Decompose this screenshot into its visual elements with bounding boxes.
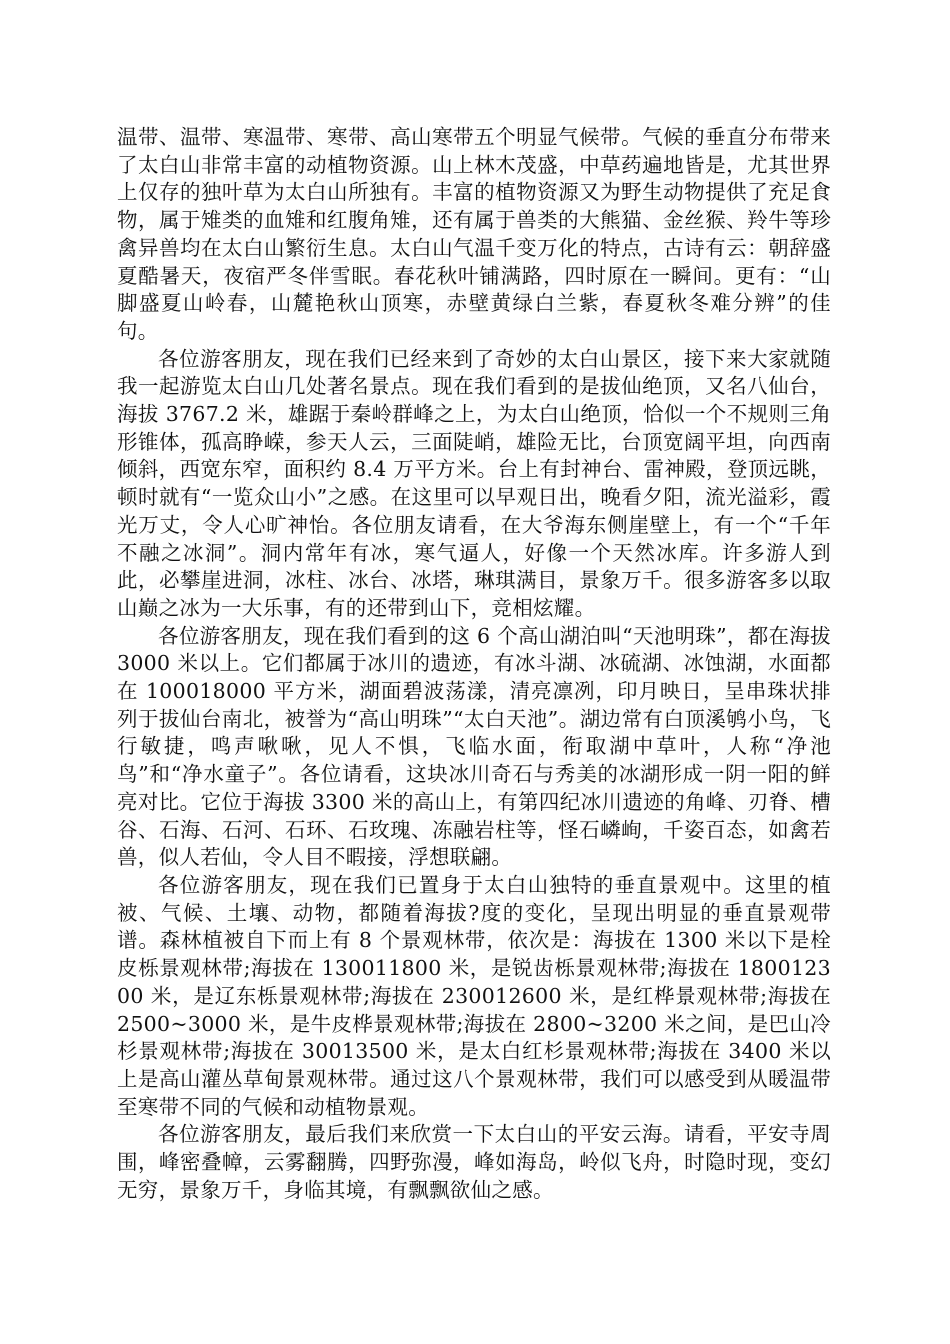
paragraph-baxian-peak: 各位游客朋友，现在我们已经来到了奇妙的太白山景区，接下来大家就随我一起游览太白山几处著名景点。现在我们看到的是拔仙绝顶，又名八仙台，海拔 3767.2 米，雄踞于秦岭群峰之上，为太白山绝顶，恰似一个不规则三角形锥体，孤高睁嵘，参天人云，三面陡峭，雄险无比，台顶宽阔平坦，向西南倾斜，西宽东窄，面积约 8.4 万平方米。台上有封神台、雷神殿，登顶远眺，顿时就有“一览众山小”之感。在这里可以早观日出，晚看夕阳，流光溢彩，霞光万丈，令人心旷神怡。各位朋友请看，在大爷海东侧崖壁上，有一个“千年不融之冰洞”。洞内常年有冰，寒气逼人，好像一个天然冰库。许多游人到此，必攀崖进洞，冰柱、冰台、冰塔，琳琪满目，景象万千。很多游客多以取山巅之冰为一大乐事，有的还带到山下，竞相炫耀。	[117, 346, 831, 620]
paragraph-vertical-landscape: 各位游客朋友，现在我们已置身于太白山独特的垂直景观中。这里的植被、气候、土壤、动物，都随着海拔?度的变化，呈现出明显的垂直景观带谱。森林植被自下而上有 8 个景观林带，依次是：海拔在 1300 米以下是栓皮栎景观林带;海拔在 130011800 米，是锐齿栎景观林带;海拔在 180012300 米，是辽东栎景观林带;海拔在 230012600 米，是红桦景观林带;海拔在 2500~3000 米，是牛皮桦景观林带;海拔在 2800~3200 米之间，是巴山冷杉景观林带;海拔在 30013500 米，是太白红杉景观林带;海拔在 3400 米以上是高山灌丛草甸景观林带。通过这八个景观林带，我们可以感受到从暖温带至寒带不同的气候和动植物景观。	[117, 872, 831, 1119]
paragraph-sea-of-clouds: 各位游客朋友，最后我们来欣赏一下太白山的平安云海。请看，平安寺周围，峰密叠幛，云雾翻腾，四野弥漫，峰如海岛，岭似飞舟，时隐时现，变幻无穷，景象万千，身临其境，有飘飘欲仙之感。	[117, 1122, 831, 1202]
paragraph-alpine-lakes: 各位游客朋友，现在我们看到的这 6 个高山湖泊叫“天池明珠”，都在海拔 3000 米以上。它们都属于冰川的遗迹，有冰斗湖、冰硫湖、冰蚀湖，水面都在 100018000 平方米，湖面碧波荡漾，清亮凛冽，印月映日，呈串珠状排列于拔仙台南北，被誉为“高山明珠”“太白天池”。湖边常有白顶溪鸲小鸟，飞行敏捷，鸣声啾啾，见人不惧，飞临水面，衔取湖中草叶，人称“净池鸟”和“净水童子”。各位请看，这块冰川奇石与秀美的冰湖形成一阴一阳的鲜亮对比。它位于海拔 3300 米的高山上，有第四纪冰川遗迹的角峰、刃脊、槽谷、石海、石河、石环、石玫瑰、冻融岩柱等，怪石嶙峋，千姿百态，如禽若兽，似人若仙，令人目不暇接，浮想联翩。	[117, 623, 831, 870]
paragraph-climate: 温带、温带、寒温带、寒带、高山寒带五个明显气候带。气候的垂直分布带来了太白山非常丰富的动植物资源。山上林木茂盛，中草药遍地皆是，尤其世界上仅存的独叶草为太白山所独有。丰富的植物资源又为野生动物提供了充足食物，属于雉类的血雉和红腹角雉，还有属于兽类的大熊猫、金丝猴、羚牛等珍禽异兽均在太白山繁衍生息。太白山气温千变万化的特点，古诗有云：朝辞盛夏酷暑天，夜宿严冬伴雪眠。春花秋叶铺满路，四时原在一瞬间。更有：“山脚盛夏山岭春，山麓艳秋山顶寒，赤壁黄绿白兰紫，春夏秋冬难分辨”的佳句。	[117, 125, 831, 343]
document-page	[117, 124, 831, 1204]
